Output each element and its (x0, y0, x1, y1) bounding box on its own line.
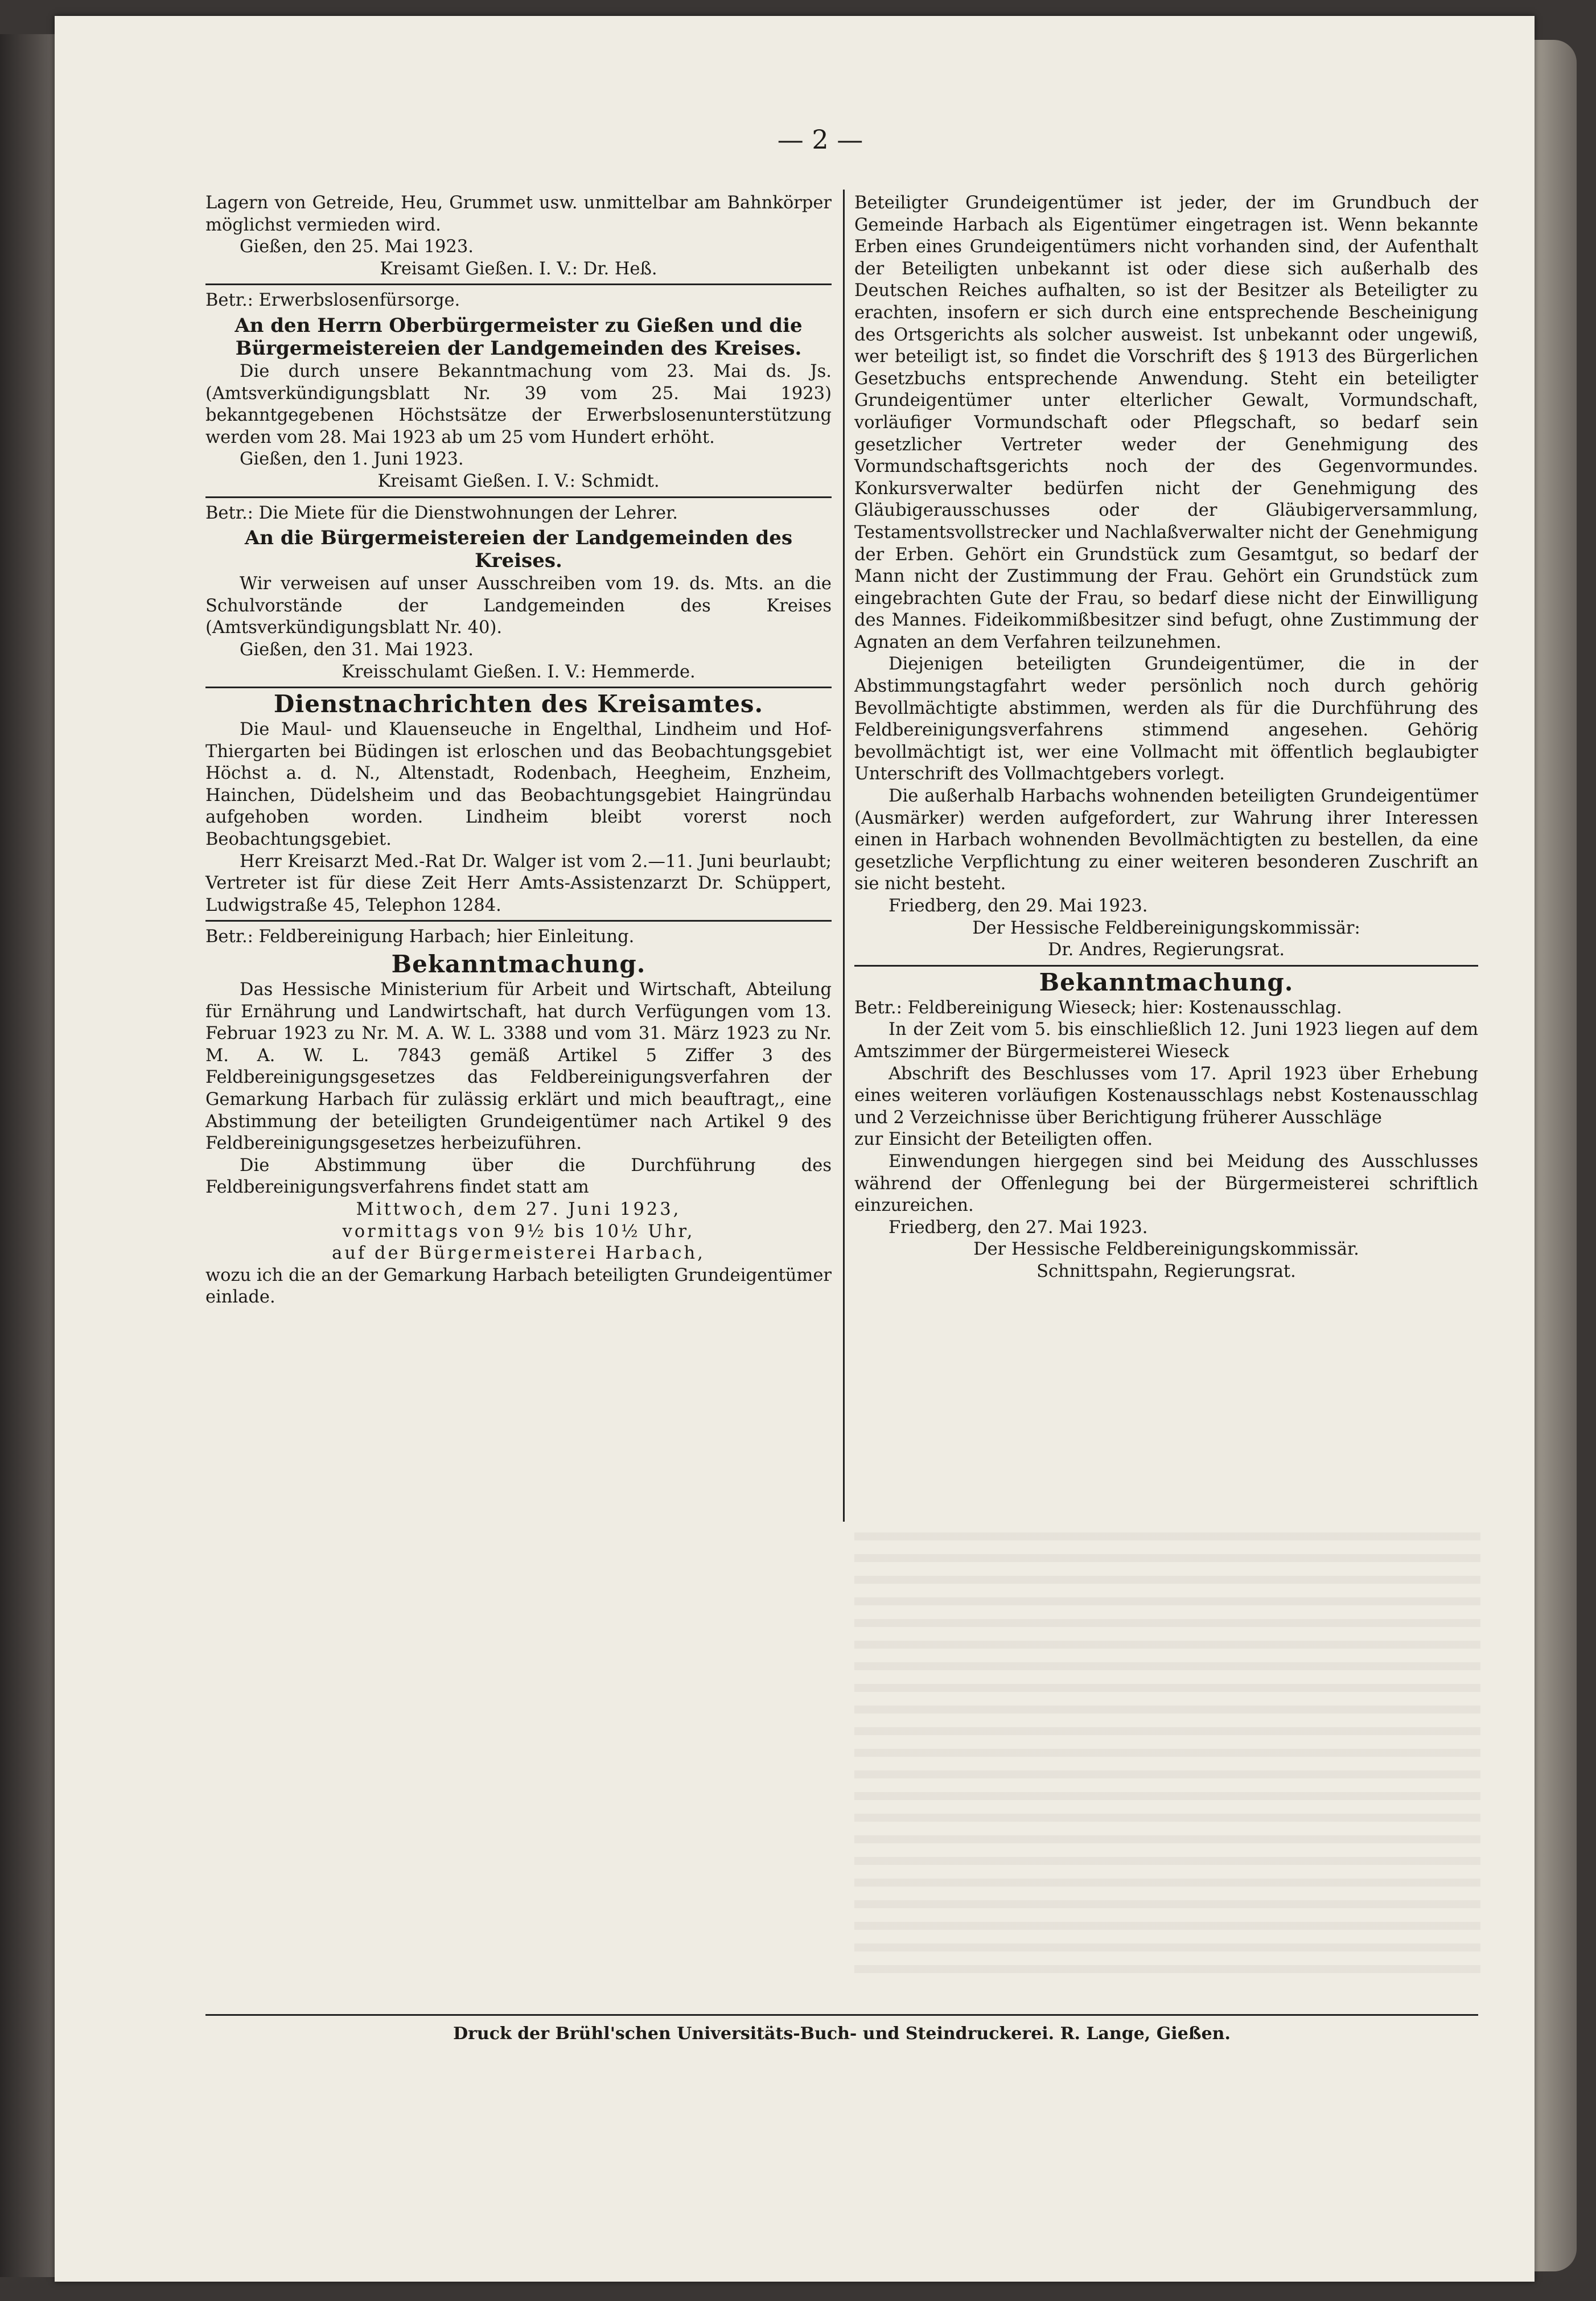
paragraph: Die durch unsere Bekanntmachung vom 23. Mai ds. Js. (Amtsverkündigungsblatt Nr. 39 vom 25. Mai 1923) bekanntgegebenen Höchstsätze der Erwerbslosenunterstützung werden vom 28. Mai 1923 ab um 25 vom Hundert erhöht. (205, 361, 832, 447)
paragraph: Einwendungen hiergegen sind bei Meidung des Ausschlusses während der Offenlegung bei der Bürgermeisterei schriftlich einzureichen. (854, 1151, 1478, 1216)
paragraph: Betr.: Erwerbslosenfürsorge. (205, 290, 460, 311)
date-line: Friedberg, den 29. Mai 1923. (889, 896, 1148, 916)
section-heading: An den Herrn Oberbürgermeister zu Gießen und die Bürgermeistereien der Landgemeinden des Kreises. (235, 314, 803, 360)
centered-line: vormittags von 9½ bis 10½ Uhr, (342, 1221, 695, 1242)
date-line: Gießen, den 31. Mai 1923. (240, 639, 474, 660)
paragraph: Die Maul- und Klauenseuche in Engelthal, Lindheim und Hof-Thiergarten bei Büdingen ist erloschen und das Beobachtungsgebiet Höchst a. d. N., Altenstadt, Rodenbach, Heegheim, Enzheim, Hainchen, Düdelsheim und das Beobachtungsgebiet Haingründau aufgehoben worden. Lindheim bleibt vorerst noch Beobachtungsgebiet. (205, 720, 832, 850)
paragraph: Diejenigen beteiligten Grundeigentümer, die in der Abstimmungstagfahrt weder persönlich noch durch gehörig Bevollmächtigte abstimmen, werden als für die Durchführung des Feldbereinigungsverfahrens stimmend angesehen. Gehörig bevollmächtigt ist, wer eine Vollmacht mit öffentlich beglaubigter Unterschrift des Vollmachtgebers vorlegt. (854, 654, 1478, 784)
printer-imprint: Druck der Brühl'schen Universitäts-Buch- und Steindruckerei. R. Lange, Gießen. (453, 2024, 1231, 2044)
paragraph: Das Hessische Ministerium für Arbeit und Wirtschaft, Abteilung für Ernährung und Landwirtschaft, hat durch Verfügungen vom 13. Februar 1923 zu Nr. M. A. W. L. 3388 und vom 31. März 1923 zu Nr. M. A. W. L. 7843 gemäß Artikel 5 Ziffer 3 des Feldbereinigungsgesetzes das Feldbereinigungsverfahren der Gemarkung Harbach für zulässig erklärt und mich beauftragt,, eine Abstimmung der beteiligten Grundeigentümer nach Artikel 9 des Feldbereinigungsgesetzes herbeizuführen. (205, 980, 832, 1154)
section-heading: An die Bürgermeistereien der Landgemeinden des Kreises. (244, 527, 793, 573)
paragraph: Beteiligter Grundeigentümer ist jeder, der im Grundbuch der Gemeinde Harbach als Eigentümer eingetragen ist. Wenn bekannte Erben eines Grundeigentümers nicht vorhanden sind, der Aufenthalt der Beteiligten unbekannt ist oder diese sich außerhalb des Deutschen Reiches aufhalten, so ist der Besitzer als Beteiligter zu erachten, insofern er sich durch eine entsprechende Bescheinigung des Ortsgerichts als solcher ausweist. Ist unbekannt oder ungewiß, wer beteiligt ist, so findet die Vorschrift des § 1913 des Bürgerlichen Gesetzbuchs entsprechende Anwendung. Steht ein beteiligter Grundeigentümer unter elterlicher Gewalt, Vormundschaft, vorläufiger Vormundschaft oder Pflegschaft, so bedarf sein gesetzlicher Vertreter weder der Genehmigung des Vormundschaftsgerichts noch der des Gegenvormundes. Konkursverwalter bedürfen nicht der Genehmigung des Gläubigerausschusses oder der Gläubigerversammlung, Testamentsvollstrecker und Nachlaßverwalter nicht der Genehmigung der Erben. Gehört ein Grundstück zum Gesamtgut, so bedarf der Mann nicht der Zustimmung der Frau. Gehört ein Grundstück zum eingebrachten Gute der Frau, so bedarf diese nicht der Einwilligung des Mannes. Fideikommißbesitzer sind befugt, ohne Zustimmung der Agnaten an dem Verfahren teilzunehmen. (854, 193, 1478, 652)
paragraph: Die außerhalb Harbachs wohnenden beteiligten Grundeigentümer (Ausmärker) werden aufgefordert, zur Wahrung ihrer Interessen einen in Harbach wohnenden Bevollmächtigten zu bestellen, da eine gesetzliche Verpflichtung zu einer weiteren besonderen Zuschrift an sie nicht besteht. (854, 786, 1478, 894)
paragraph: Betr.: Feldbereinigung Wieseck; hier: Kostenausschlag. (854, 997, 1342, 1018)
paragraph: Betr.: Die Miete für die Dienstwohnungen der Lehrer. (205, 503, 678, 523)
left-column (205, 192, 832, 1309)
date-line: Friedberg, den 27. Mai 1923. (889, 1217, 1148, 1238)
paragraph: Abschrift des Beschlusses vom 17. April 1923 über Erhebung eines weiteren vorläufigen Kostenausschlags nebst Kostenausschlag und 2 Verzeichnisse über Berichtigung früherer Ausschläge (854, 1063, 1478, 1128)
footer-rule (205, 2014, 1478, 2016)
date-line: Gießen, den 25. Mai 1923. (240, 237, 474, 257)
paragraph: Die Abstimmung über die Durchführung des Feldbereinigungsverfahrens findet statt am (205, 1155, 832, 1198)
signature-line: Kreisschulamt Gießen. I. V.: Hemmerde. (342, 661, 696, 682)
page-content (143, 39, 1486, 2276)
paragraph: In der Zeit vom 5. bis einschließlich 12. Juni 1923 liegen auf dem Amtszimmer der Bürgermeisterei Wieseck (854, 1020, 1478, 1062)
paragraph: zur Einsicht der Beteiligten offen. (854, 1129, 1153, 1150)
signature-line: Schnittspahn, Regierungsrat. (1036, 1261, 1296, 1281)
column-divider (843, 190, 845, 1522)
centered-line: auf der Bürgermeisterei Harbach, (332, 1243, 705, 1264)
paragraph: wozu ich die an der Gemarkung Harbach beteiligten Grundeigentümer einlade. (205, 1265, 832, 1308)
section-rule (205, 496, 832, 498)
section-title: Dienstnachrichten des Kreisamtes. (273, 690, 764, 718)
paragraph: Wir verweisen auf unser Ausschreiben vom 19. ds. Mts. an die Schulvorstände der Landgemeinden des Kreises (Amtsverkündigungsblatt Nr. 40). (205, 574, 832, 638)
centered-line: Mittwoch, dem 27. Juni 1923, (356, 1199, 681, 1219)
printer-footer (205, 2014, 1478, 2044)
section-rule (854, 965, 1478, 967)
section-title: Bekanntmachung. (1039, 968, 1294, 996)
show-through-text (854, 1519, 1480, 1974)
paragraph: Herr Kreisarzt Med.-Rat Dr. Walger ist vom 2.—11. Juni beurlaubt; Vertreter ist für diese Zeit Herr Amts-Assistenzarzt Dr. Schüppert, Ludwigstraße 45, Telephon 1284. (205, 851, 832, 915)
paragraph: Lagern von Getreide, Heu, Grummet usw. unmittelbar am Bahnkörper möglichst vermieden wird. (205, 193, 832, 235)
signature-line: Kreisamt Gießen. I. V.: Schmidt. (377, 471, 660, 491)
section-rule (205, 283, 832, 285)
page-number: — 2 — (777, 124, 863, 155)
document-page (55, 16, 1535, 2282)
section-rule (205, 687, 832, 688)
signature-line: Dr. Andres, Regierungsrat. (1047, 940, 1285, 960)
paragraph: Betr.: Feldbereinigung Harbach; hier Einleitung. (205, 927, 635, 947)
section-rule (205, 920, 832, 922)
right-column (854, 192, 1478, 1283)
section-title: Bekanntmachung. (391, 950, 646, 979)
date-line: Gießen, den 1. Juni 1923. (240, 449, 464, 470)
signature-line: Kreisamt Gießen. I. V.: Dr. Heß. (380, 258, 657, 279)
signature-line: Der Hessische Feldbereinigungskommissär: (972, 918, 1360, 938)
signature-line: Der Hessische Feldbereinigungskommissär. (973, 1239, 1359, 1260)
